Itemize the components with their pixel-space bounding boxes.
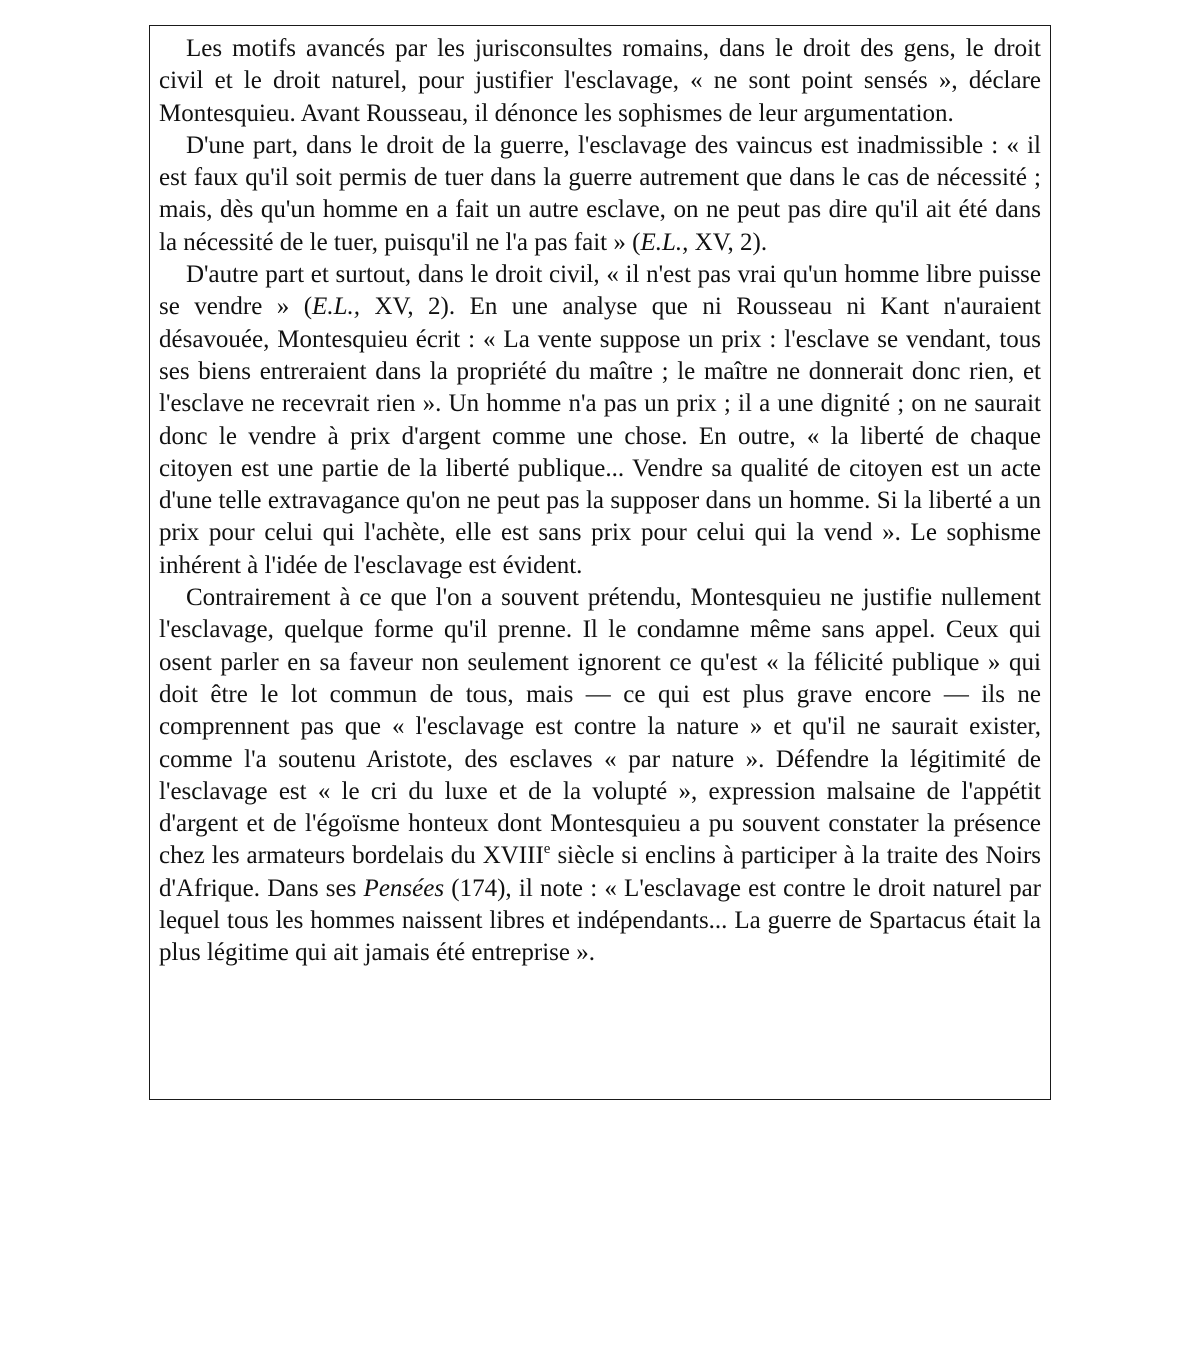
paragraph-text: Contrairement à ce que l'on a souvent prétendu, Montesquieu ne justifie nullement l'esclavage, quelque forme qu'il prenne. Il le condamne même sans appel. Ceux qui osent parler en sa faveur non seulement ignorent ce qu'est « la félicité publique » qui doit être le lot commun de tous, mais — ce qui est plus grave encore — ils ne comprennent pas que « l'esclavage est contre la nature » et qu'il ne saurait exister, comme l'a soutenu Aristote, des esclaves « par nature ». Défendre la légitimité de l'esclavage est « le cri du luxe et de la volupté », expression malsaine de l'appétit d'argent et de l'égoïsme honteux dont Montesquieu a pu souvent constater la présence chez les armateurs bordelais du XVIII (159, 584, 1041, 870)
paragraph-text: Les motifs avancés par les jurisconsultes romains, dans le droit des gens, le droit civil et le droit naturel, pour justifier l'esclavage, « ne sont point sensés », déclare Montesquieu. Avant Rousseau, il dénonce les sophismes de leur argumentation. (159, 35, 1041, 127)
paragraph-text: D'autre part et surtout, dans le droit civil, « il n'est pas vrai qu'un homme libre puisse se vendre » ( (159, 261, 1041, 321)
paragraph-2 (159, 130, 1041, 259)
paragraph-3 (159, 259, 1041, 582)
work-title: Pensées (363, 874, 445, 902)
paragraph-text: XV, 2). En une analyse que ni Rousseau ni Kant n'auraient désavouée, Montesquieu écrit : « La vente suppose un prix : l'esclave se vendant, tous ses biens entreraient dans la propriété du maître ; le maître ne donnerait donc rien, et l'esclave ne recevrait rien ». Un homme n'a pas un prix ; il a une dignité ; on ne saurait donc le vendre à prix d'argent comme une chose. En outre, « la liberté de chaque citoyen est une partie de la liberté publique... Vendre sa qualité de citoyen est un acte d'une telle extravagance qu'on ne peut pas la supposer dans un homme. Si la liberté a un prix pour celui qui l'achète, elle est sans prix pour celui qui la vend ». Le sophisme inhérent à l'idée de l'esclavage est évident. (159, 293, 1041, 579)
citation-abbrev: E.L., (312, 293, 360, 321)
paragraph-text: XV, 2). (688, 228, 768, 256)
paragraph-text: D'une part, dans le droit de la guerre, l'esclavage des vaincus est inadmissible : « il est faux qu'il soit permis de tuer dans la guerre autrement que dans le cas de nécessité ; mais, dès qu'un homme en a fait un autre esclave, on ne peut pas dire qu'il ait été dans la nécessité de le tuer, puisqu'il ne l'a pas fait » ( (159, 131, 1041, 256)
paragraph-4 (159, 582, 1041, 970)
century-superscript: e (543, 841, 551, 858)
paragraph-text: (174), il note : « L'esclavage est contre le droit naturel par lequel tous les hommes naissent libres et indépendants... La guerre de Spartacus était la plus légitime qui ait jamais été entreprise ». (159, 874, 1042, 967)
text-frame (149, 25, 1051, 1100)
paragraph-text: siècle si enclins à participer à la traite des Noirs d'Afrique. Dans ses (159, 842, 1041, 902)
citation-abbrev: E.L., (640, 228, 689, 256)
paragraph-1 (159, 33, 1041, 130)
